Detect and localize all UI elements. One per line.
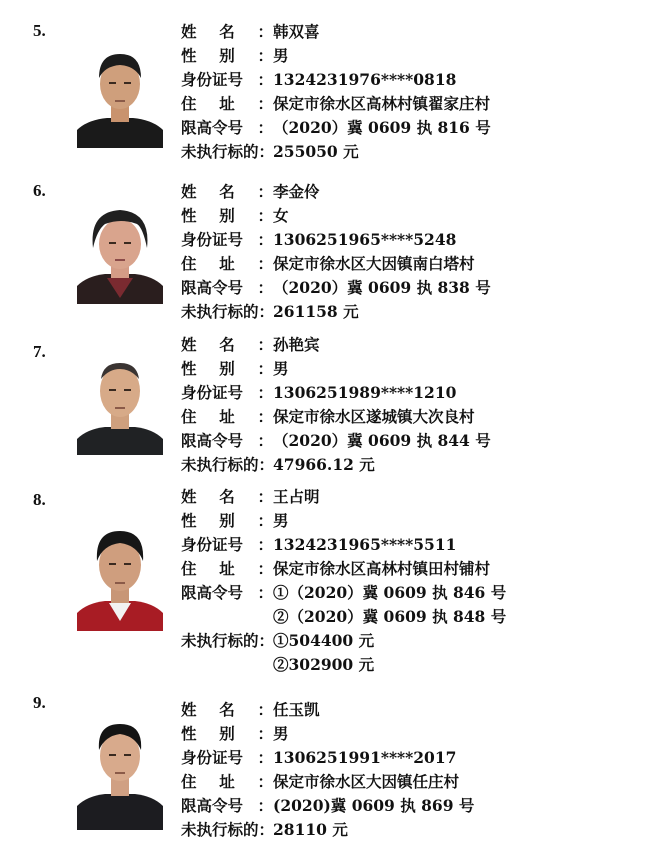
id-label: 身份证号 ： (181, 748, 273, 767)
person-photo (77, 40, 163, 148)
portrait-icon (77, 198, 163, 304)
order-value: （2020）冀 0609 执 844 号 (273, 431, 491, 450)
address-row (181, 557, 506, 581)
amount-value: 255050 元 (273, 142, 359, 161)
order-label: 限高令号 ： (181, 583, 273, 602)
address-value: 保定市徐水区大因镇任庄村 (273, 772, 460, 791)
gender-label: 性 别 ： (181, 46, 273, 65)
entry-fields (181, 485, 506, 677)
order-label: 限高令号 ： (181, 278, 273, 297)
gender-row (181, 204, 491, 228)
order-value: (2020)冀 0609 执 869 号 (273, 796, 475, 815)
id-value: 1324231976****0818 (273, 70, 457, 89)
amount-label: 未执行标的： (181, 142, 275, 161)
amount-value: ②302900 元 (273, 655, 375, 674)
amount-value: ①504400 元 (273, 631, 375, 650)
order-row (181, 429, 491, 453)
address-value: 保定市徐水区遂城镇大次良村 (273, 407, 475, 426)
id-label: 身份证号 ： (181, 535, 273, 554)
portrait-icon (77, 349, 163, 455)
name-label: 姓 名 ： (181, 487, 273, 506)
address-label: 住 址 ： (181, 559, 273, 578)
address-label: 住 址 ： (181, 254, 273, 273)
address-value: 保定市徐水区高林村镇田村铺村 (273, 559, 491, 578)
portrait-icon (77, 710, 163, 830)
entry-fields (181, 20, 491, 164)
amount-row (181, 300, 491, 324)
portrait-icon (77, 40, 163, 148)
name-row (181, 20, 491, 44)
id-row (181, 228, 491, 252)
name-value: 韩双喜 (273, 22, 320, 41)
name-row (181, 698, 474, 722)
order-value: （2020）冀 0609 执 838 号 (273, 278, 491, 297)
entry-number: 8. (33, 490, 46, 509)
id-row (181, 746, 474, 770)
gender-value: 男 (273, 511, 289, 530)
order-value: ①（2020）冀 0609 执 846 号 (273, 583, 507, 602)
name-row (181, 485, 506, 509)
amount-value: 261158 元 (273, 302, 359, 321)
gender-value: 女 (273, 206, 289, 225)
name-label: 姓 名 ： (181, 700, 273, 719)
gender-value: 男 (273, 724, 289, 743)
person-photo (77, 710, 163, 830)
address-row (181, 252, 491, 276)
address-label: 住 址 ： (181, 94, 273, 113)
order-row (181, 794, 474, 818)
amount-label: 未执行标的： (181, 820, 275, 839)
id-value: 1306251989****1210 (273, 383, 457, 402)
id-row (181, 381, 491, 405)
order-label: 限高令号 ： (181, 431, 273, 450)
address-row (181, 770, 474, 794)
name-value: 孙艳宾 (273, 335, 320, 354)
address-row (181, 405, 491, 429)
order-row (181, 116, 491, 140)
entry-number: 5. (33, 21, 46, 40)
id-label: 身份证号 ： (181, 70, 273, 89)
entry-number: 9. (33, 693, 46, 712)
name-label: 姓 名 ： (181, 182, 273, 201)
order-row (181, 276, 491, 300)
amount-label: 未执行标的： (181, 631, 275, 650)
amount-value: 47966.12 元 (273, 455, 375, 474)
gender-label: 性 别 ： (181, 511, 273, 530)
name-value: 王占明 (273, 487, 320, 506)
entry-number: 6. (33, 181, 46, 200)
gender-label: 性 别 ： (181, 359, 273, 378)
order-row-continued (181, 605, 506, 629)
name-value: 李金伶 (273, 182, 320, 201)
entry-fields (181, 698, 474, 842)
person-photo (77, 521, 163, 631)
amount-value: 28110 元 (273, 820, 348, 839)
name-label: 姓 名 ： (181, 22, 273, 41)
address-value: 保定市徐水区高林村镇翟家庄村 (273, 94, 491, 113)
gender-row (181, 357, 491, 381)
amount-label: 未执行标的： (181, 302, 275, 321)
gender-row (181, 722, 474, 746)
gender-label: 性 别 ： (181, 724, 273, 743)
gender-label: 性 别 ： (181, 206, 273, 225)
name-row (181, 333, 491, 357)
person-photo (77, 198, 163, 304)
name-value: 任玉凯 (273, 700, 320, 719)
amount-label: 未执行标的： (181, 455, 275, 474)
entry-number: 7. (33, 342, 46, 361)
entry-fields (181, 333, 491, 477)
id-value: 1306251965****5248 (273, 230, 457, 249)
amount-row (181, 629, 506, 653)
order-label: 限高令号 ： (181, 796, 273, 815)
id-label: 身份证号 ： (181, 230, 273, 249)
order-label: 限高令号 ： (181, 118, 273, 137)
amount-row (181, 818, 474, 842)
id-row (181, 68, 491, 92)
person-photo (77, 349, 163, 455)
name-row (181, 180, 491, 204)
gender-row (181, 509, 506, 533)
id-value: 1324231965****5511 (273, 535, 457, 554)
amount-row (181, 140, 491, 164)
order-value: ②（2020）冀 0609 执 848 号 (273, 607, 507, 626)
id-value: 1306251991****2017 (273, 748, 457, 767)
order-value: （2020）冀 0609 执 816 号 (273, 118, 491, 137)
entry-fields (181, 180, 491, 324)
name-label: 姓 名 ： (181, 335, 273, 354)
address-label: 住 址 ： (181, 407, 273, 426)
address-row (181, 92, 491, 116)
gender-value: 男 (273, 46, 289, 65)
gender-row (181, 44, 491, 68)
gender-value: 男 (273, 359, 289, 378)
id-label: 身份证号 ： (181, 383, 273, 402)
amount-row (181, 453, 491, 477)
id-row (181, 533, 506, 557)
address-label: 住 址 ： (181, 772, 273, 791)
amount-row-continued (181, 653, 506, 677)
portrait-icon (77, 521, 163, 631)
order-row (181, 581, 506, 605)
address-value: 保定市徐水区大因镇南白塔村 (273, 254, 475, 273)
